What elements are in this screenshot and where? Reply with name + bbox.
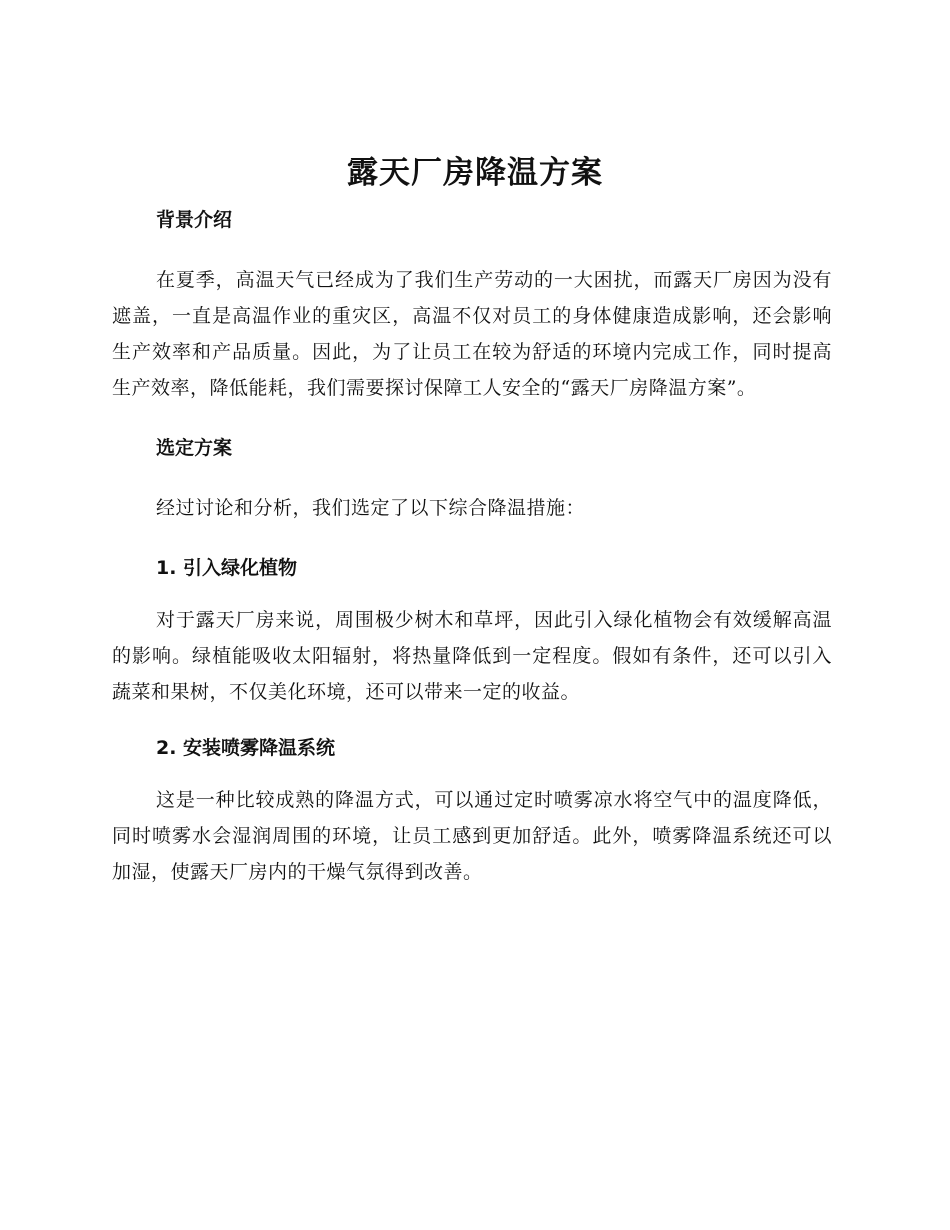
section-heading-chosen-plan: 选定方案 — [156, 437, 233, 459]
document-title: 露天厂房降温方案 — [347, 155, 603, 191]
section-paragraph-chosen-plan: 经过讨论和分析，我们选定了以下综合降温措施： — [156, 497, 586, 519]
section-paragraph-background: 在夏季，高温天气已经成为了我们生产劳动的一大困扰，而露天厂房因为没有遮盖，一直是高温作业的重灾区，高温不仅对员工的身体健康造成影响，还会影响生产效率和产品质量。因此，为了让员工在较为舒适的环境内完成工作，同时提高生产效率，降低能耗，我们需要探讨保障工人安全的“露天厂房降温方案”。 — [112, 269, 832, 399]
section-paragraph-greenery: 对于露天厂房来说，周围极少树木和草坪，因此引入绿化植物会有效缓解高温的影响。绿植能吸收太阳辐射，将热量降低到一定程度。假如有条件，还可以引入蔬菜和果树，不仅美化环境，还可以带来一定的收益。 — [112, 609, 832, 703]
section-heading-spray-system: 2. 安装喷雾降温系统 — [156, 737, 336, 759]
section-background — [112, 198, 832, 406]
section-chosen-plan — [112, 426, 832, 530]
document-body — [112, 198, 832, 890]
section-heading-greenery: 1. 引入绿化植物 — [156, 557, 298, 579]
section-paragraph-spray-system: 这是一种比较成熟的降温方式，可以通过定时喷雾凉水将空气中的温度降低，同时喷雾水会湿润周围的环境，让员工感到更加舒适。此外，喷雾降温系统还可以加湿，使露天厂房内的干燥气氛得到改善。 — [112, 789, 832, 883]
section-spray-system — [112, 726, 832, 890]
section-heading-background: 背景介绍 — [156, 209, 233, 231]
section-greenery — [112, 546, 832, 710]
